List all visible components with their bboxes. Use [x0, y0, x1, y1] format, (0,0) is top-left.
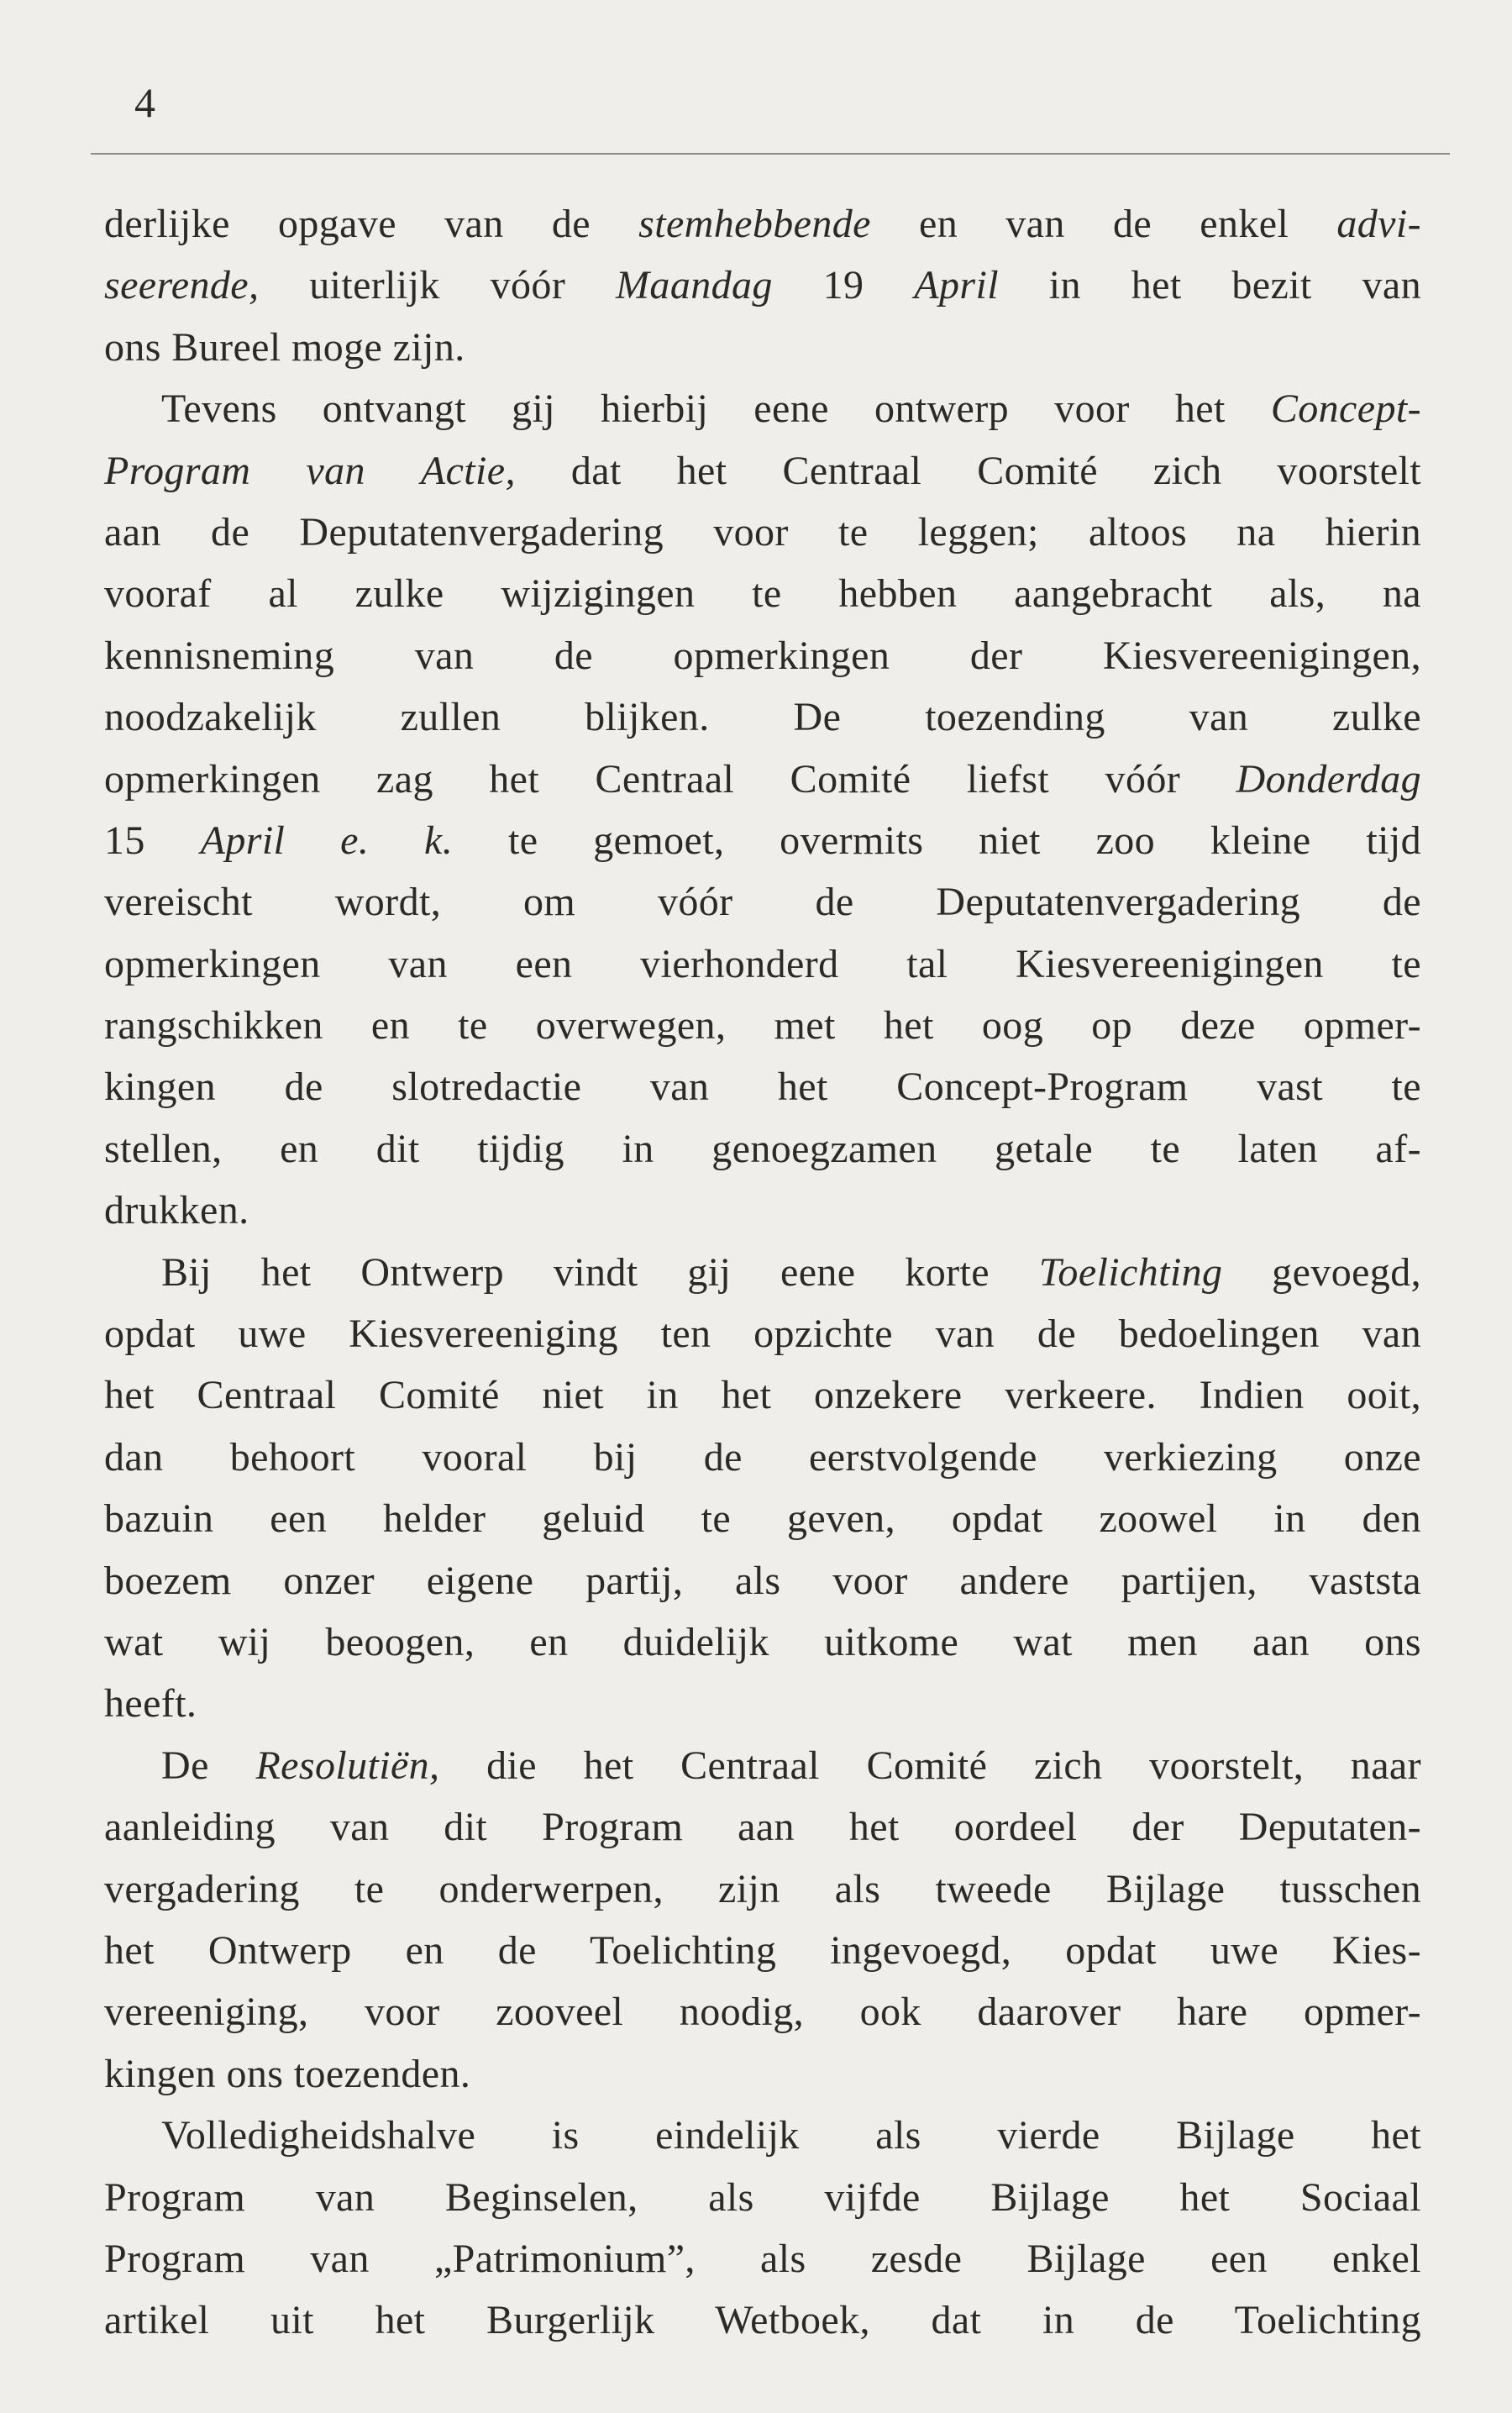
- text-line: aan de Deputatenvergadering voor te leggen; altoos na hierin: [104, 509, 1421, 555]
- text-line: opmerkingen zag het Centraal Comité liefst vóór Donderdag: [104, 756, 1421, 802]
- text-line: drukken.: [104, 1188, 249, 1233]
- text-line: kingen de slotredactie van het Concept-Program vast te: [104, 1065, 1421, 1110]
- text-line: boezem onzer eigene partij, als voor andere partijen, vaststa: [104, 1558, 1421, 1603]
- header-rule: [91, 153, 1450, 155]
- text-line: rangschikken en te overwegen, met het oog op deze opmer-: [104, 1003, 1421, 1049]
- text-line: Volledigheidshalve is eindelijk als vierde Bijlage het: [161, 2113, 1421, 2158]
- text-line: kingen ons toezenden.: [104, 2051, 471, 2096]
- text-line: het Centraal Comité niet in het onzekere verkeere. Indien ooit,: [104, 1373, 1421, 1418]
- text-line: het Ontwerp en de Toelichting ingevoegd, opdat uwe Kies-: [104, 1927, 1421, 1973]
- text-line: vergadering te onderwerpen, zijn als tweede Bijlage tusschen: [104, 1866, 1421, 1911]
- text-line: Program van Beginselen, als vijfde Bijlage het Sociaal: [104, 2174, 1421, 2220]
- text-line: vereischt wordt, om vóór de Deputatenvergadering de: [104, 880, 1421, 925]
- text-line: bazuin een helder geluid te geven, opdat zoowel in den: [104, 1496, 1421, 1542]
- text-line: kennisneming van de opmerkingen der Kiesvereenigingen,: [104, 633, 1421, 678]
- text-line: opmerkingen van een vierhonderd tal Kiesvereenigingen te: [104, 941, 1421, 986]
- text-line: vooraf al zulke wijzigingen te hebben aangebracht als, na: [104, 571, 1421, 617]
- text-line: noodzakelijk zullen blijken. De toezending van zulke: [104, 695, 1421, 740]
- text-line: ons Bureel moge zijn.: [104, 324, 465, 370]
- text-line: opdat uwe Kiesvereeniging ten opzichte van de bedoelingen van: [104, 1312, 1421, 1357]
- text-line: Tevens ontvangt gij hierbij eene ontwerp voor het Concept-: [161, 386, 1421, 432]
- text-line: derlijke opgave van de stemhebbende en van de enkel advi-: [104, 202, 1421, 246]
- text-line: heeft.: [104, 1681, 197, 1727]
- page-number: 4: [134, 79, 155, 126]
- text-line: aanleiding van dit Program aan het oordeel der Deputaten-: [104, 1805, 1421, 1850]
- text-line: dan behoort vooral bij de eerstvolgende verkiezing onze: [104, 1434, 1421, 1480]
- text-line: artikel uit het Burgerlijk Wetboek, dat in de Toelichting: [104, 2298, 1421, 2343]
- text-line: Bij het Ontwerp vindt gij eene korte Toelichting gevoegd,: [161, 1249, 1421, 1295]
- text-line: De Resolutiën, die het Centraal Comité zich voorstelt, naar: [161, 1743, 1421, 1788]
- text-line: Program van „Patrimonium”, als zesde Bijlage een enkel: [104, 2236, 1421, 2281]
- text-line: stellen, en dit tijdig in genoegzamen getale te laten af-: [104, 1126, 1421, 1171]
- text-line: wat wij beoogen, en duidelijk uitkome wat men aan ons: [104, 1619, 1421, 1664]
- text-line: 15 April e. k. te gemoet, overmits niet zoo kleine tijd: [104, 817, 1422, 863]
- text-line: Program van Actie, dat het Centraal Comité zich voorstelt: [104, 448, 1422, 493]
- body-text: [104, 193, 1421, 2352]
- text-line: vereeniging, voor zooveel noodig, ook daarover hare opmer-: [104, 1990, 1421, 2035]
- text-line: seerende, uiterlijk vóór Maandag 19 April in het bezit van: [104, 263, 1421, 308]
